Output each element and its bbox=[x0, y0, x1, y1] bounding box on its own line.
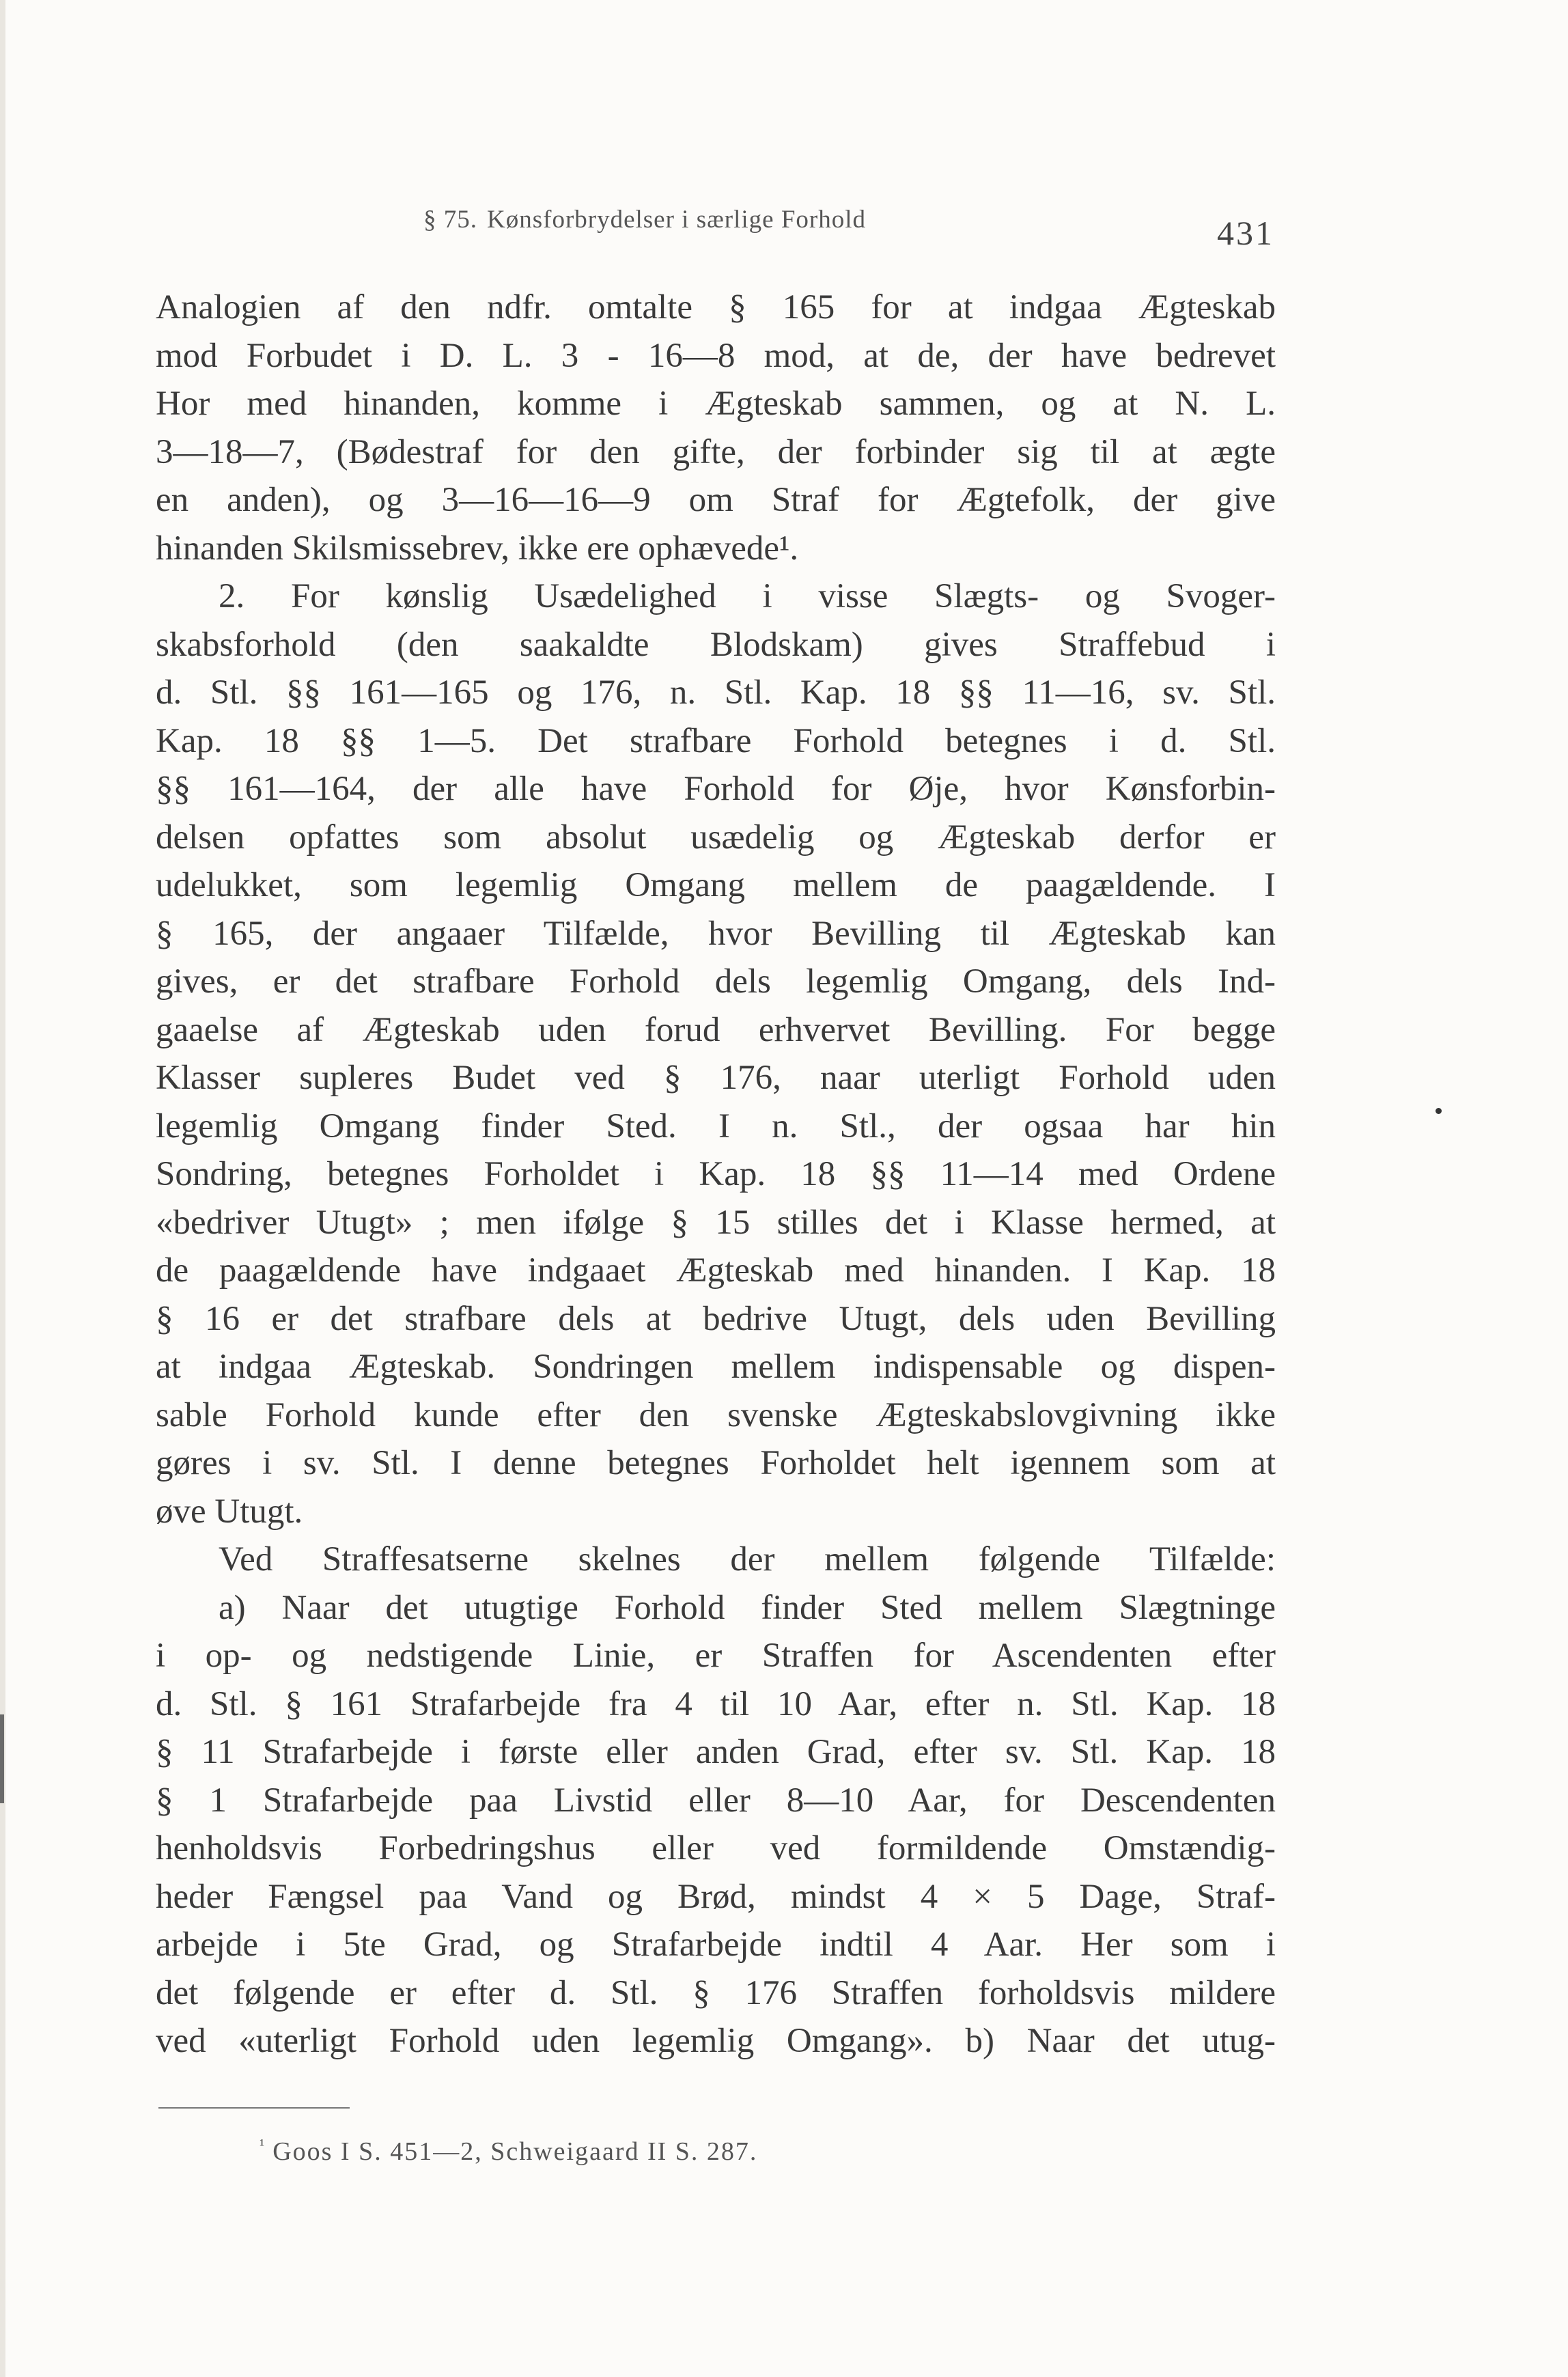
text-line: hinanden Skilsmissebrev, ikke ere ophævede¹. bbox=[156, 529, 799, 568]
text-line: øve Utugt. bbox=[156, 1492, 303, 1531]
running-title: Kønsforbrydelser i særlige Forhold bbox=[487, 206, 867, 234]
text-line: udelukket, som legemlig Omgang mellem de paagældende. I bbox=[156, 866, 1276, 904]
text-line: Hor med hinanden, komme i Ægteskab sammen, og at N. L. bbox=[156, 385, 1276, 423]
text-line: § 165, der angaaer Tilfælde, hvor Bevilling til Ægteskab kan bbox=[156, 914, 1276, 953]
text-line: i op- og nedstigende Linie, er Straffen for Ascendenten efter bbox=[156, 1637, 1276, 1675]
text-line: 2. For kønslig Usædelighed i visse Slægts- og Svoger- bbox=[219, 577, 1276, 615]
text-line: § 11 Strafarbejde i første eller anden Grad, efter sv. Stl. Kap. 18 bbox=[156, 1733, 1276, 1771]
text-line: at indgaa Ægteskab. Sondringen mellem indispensable og dispen- bbox=[156, 1348, 1276, 1386]
footnote-text: Goos I S. 451—2, Schweigaard II S. 287. bbox=[272, 2137, 758, 2166]
text-line: Sondring, betegnes Forholdet i Kap. 18 §§ 11—14 med Ordene bbox=[156, 1155, 1276, 1193]
text-line: Analogien af den ndfr. omtalte § 165 for at indgaa Ægteskab bbox=[156, 288, 1276, 326]
text-line: 3—18—7, (Bødestraf for den gifte, der forbinder sig til at ægte bbox=[156, 432, 1276, 471]
text-line: Klasser supleres Budet ved § 176, naar uterligt Forhold uden bbox=[156, 1059, 1276, 1097]
page-edge-shadow bbox=[0, 0, 5, 2377]
text-line: de paagældende have indgaaet Ægteskab med hinanden. I Kap. 18 bbox=[156, 1251, 1276, 1290]
ink-speck bbox=[1436, 1108, 1442, 1114]
text-line: heder Fængsel paa Vand og Brød, mindst 4 × 5 Dage, Straf- bbox=[156, 1877, 1276, 1916]
running-head bbox=[423, 205, 1277, 260]
text-line: a) Naar det utugtige Forhold finder Sted mellem Slægtninge bbox=[219, 1588, 1276, 1627]
text-line: en anden), og 3—16—16—9 om Straf for Ægtefolk, der give bbox=[156, 481, 1276, 519]
text-line: legemlig Omgang finder Sted. I n. Stl., der ogsaa har hin bbox=[156, 1107, 1276, 1145]
text-line: § 1 Strafarbejde paa Livstid eller 8—10 Aar, for Descendenten bbox=[156, 1781, 1276, 1820]
text-line: skabsforhold (den saakaldte Blodskam) gives Straffebud i bbox=[156, 625, 1276, 664]
body-text bbox=[156, 283, 1276, 2066]
text-line: henholdsvis Forbedringshus eller ved formildende Omstændig- bbox=[156, 1829, 1276, 1867]
footnote-divider bbox=[158, 2107, 350, 2109]
text-line: Ved Straffesatserne skelnes der mellem følgende Tilfælde: bbox=[219, 1540, 1276, 1579]
text-line: delsen opfattes som absolut usædelig og Ægteskab derfor er bbox=[156, 818, 1276, 857]
text-line: sable Forhold kunde efter den svenske Ægteskabslovgivning ikke bbox=[156, 1395, 1276, 1434]
text-line: Kap. 18 §§ 1—5. Det strafbare Forhold betegnes i d. Stl. bbox=[156, 721, 1276, 760]
page-number: 431 bbox=[1217, 214, 1274, 252]
text-line: arbejde i 5te Grad, og Strafarbejde indtil 4 Aar. Her som i bbox=[156, 1926, 1276, 1964]
text-line: d. Stl. § 161 Strafarbejde fra 4 til 10 Aar, efter n. Stl. Kap. 18 bbox=[156, 1684, 1276, 1723]
text-line: det følgende er efter d. Stl. § 176 Straffen forholdsvis mildere bbox=[156, 1973, 1276, 2012]
page-edge-mark bbox=[0, 1714, 4, 1803]
text-line: gaaelse af Ægteskab uden forud erhvervet Bevilling. For begge bbox=[156, 1010, 1276, 1049]
text-line: § 16 er det strafbare dels at bedrive Utugt, dels uden Bevilling bbox=[156, 1299, 1276, 1338]
text-line: mod Forbudet i D. L. 3 - 16—8 mod, at de, der have bedrevet bbox=[156, 336, 1276, 375]
text-line: §§ 161—164, der alle have Forhold for Øje, hvor Kønsforbin- bbox=[156, 770, 1276, 808]
text-line: «bedriver Utugt» ; men ifølge § 15 stilles det i Klasse hermed, at bbox=[156, 1203, 1276, 1242]
text-line: d. Stl. §§ 161—165 og 176, n. Stl. Kap. 18 §§ 11—16, sv. Stl. bbox=[156, 673, 1276, 712]
footnote bbox=[260, 2137, 757, 2167]
text-line: gives, er det strafbare Forhold dels legemlig Omgang, dels Ind- bbox=[156, 962, 1276, 1001]
text-line: ved «uterligt Forhold uden legemlig Omgang». b) Naar det utug- bbox=[156, 2022, 1276, 2060]
text-line: gøres i sv. Stl. I denne betegnes Forholdet helt igennem som at bbox=[156, 1444, 1276, 1482]
footnote-marker: ¹ bbox=[260, 2137, 266, 2155]
section-number: § 75. bbox=[423, 206, 477, 234]
